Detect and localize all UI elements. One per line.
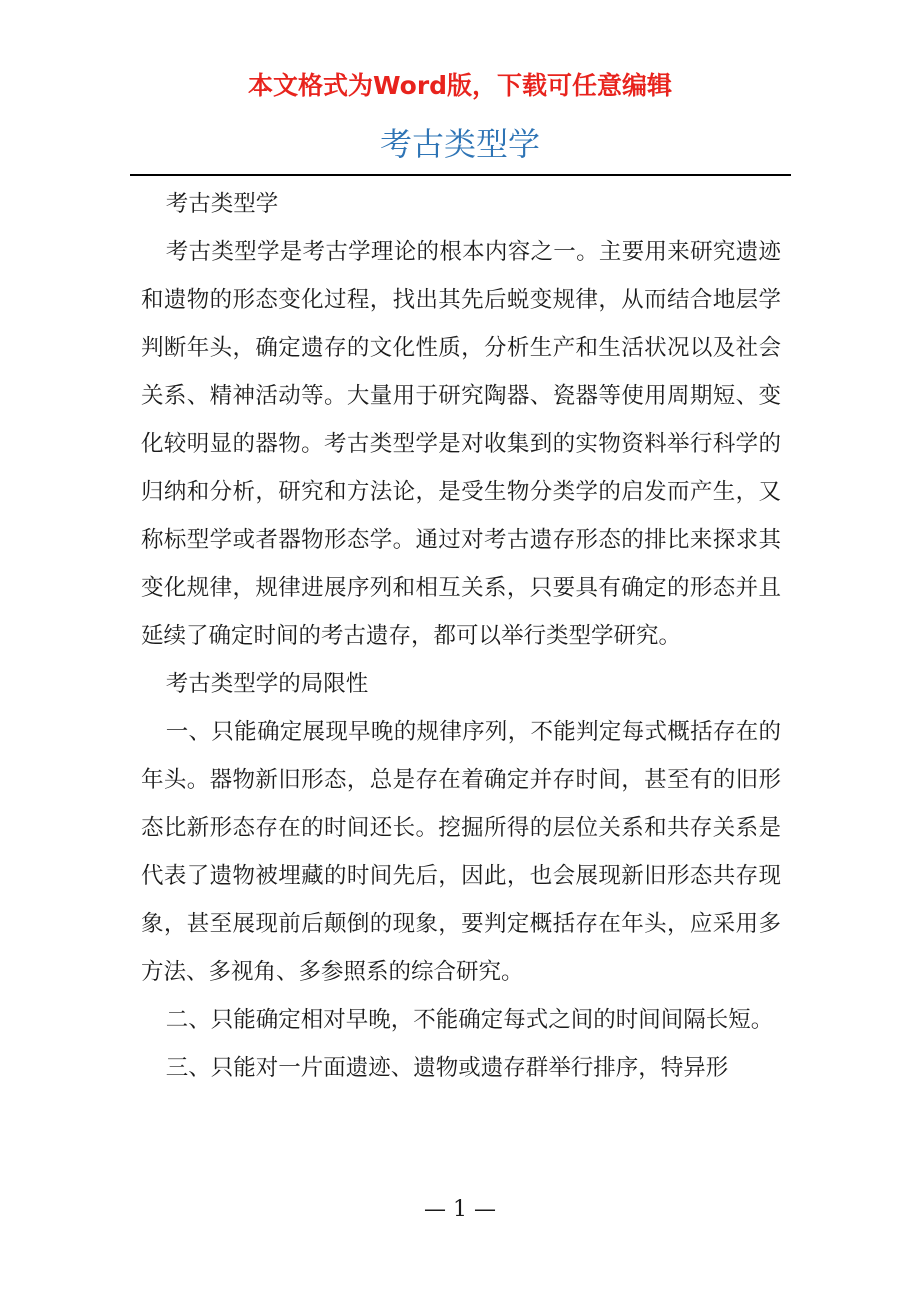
title-divider	[130, 174, 791, 176]
body-paragraph: 考古类型学是考古学理论的根本内容之一。主要用来研究遗迹和遗物的形态变化过程，找出其先后蜕变规律，从而结合地层学判断年头，确定遗存的文化性质，分析生产和生活状况以及社会关系、精神活动等。大量用于研究陶器、瓷器等使用周期短、变化较明显的器物。考古类型学是对收集到的实物资料举行科学的归纳和分析，研究和方法论，是受生物分类学的启发而产生，又称标型学或者器物形态学。通过对考古遗存形态的排比来探求其变化规律，规律进展序列和相互关系，只要具有确定的形态并且延续了确定时间的考古遗存，都可以举行类型学研究。	[141, 239, 781, 649]
document-title: 考古类型学	[379, 125, 540, 163]
body-paragraph: 三、只能对一片面遗迹、遗物或遗存群举行排序，特异形	[165, 1055, 729, 1081]
document-body	[141, 180, 781, 1092]
page-number: — 1 —	[424, 1197, 496, 1222]
section-heading: 考古类型学的局限性	[165, 671, 369, 697]
word-format-banner: 本文格式为Word版，下载可任意编辑	[247, 71, 673, 100]
body-paragraph: 二、只能确定相对早晚，不能确定每式之间的时间间隔长短。	[165, 1007, 774, 1033]
body-paragraph: 一、只能确定展现早晚的规律序列，不能判定每式概括存在的年头。器物新旧形态，总是存在着确定并存时间，甚至有的旧形态比新形态存在的时间还长。挖掘所得的层位关系和共存关系是代表了遗物被埋藏的时间先后，因此，也会展现新旧形态共存现象，甚至展现前后颠倒的现象，要判定概括存在年头，应采用多方法、多视角、多参照系的综合研究。	[141, 719, 781, 985]
section-heading: 考古类型学	[165, 191, 279, 217]
